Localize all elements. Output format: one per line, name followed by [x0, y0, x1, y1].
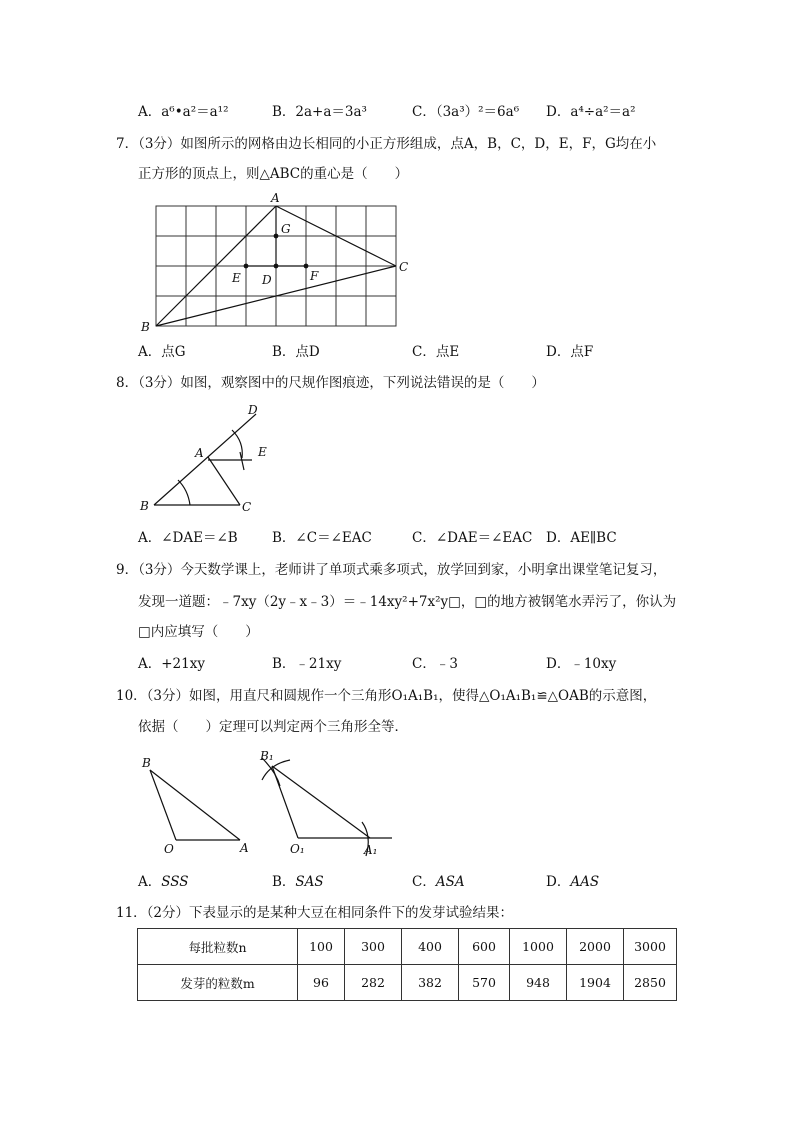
q8-option-b: B．∠C＝∠EAC: [272, 530, 372, 546]
q8-label-b: B: [140, 499, 149, 513]
q10-option-a: A．SSS: [138, 874, 189, 890]
q6-option-b: B．2a+a＝3a³: [272, 104, 367, 120]
q10-label-a: A: [240, 841, 249, 855]
table-cell: 100: [298, 929, 345, 965]
q7-stem-line2: 正方形的顶点上，则△ABC的重心是（ ）: [138, 166, 409, 182]
table-cell: 400: [402, 929, 459, 965]
q8-label-e: E: [258, 445, 267, 459]
table-cell: 96: [298, 965, 345, 1001]
q7-option-a: A．点G: [138, 344, 186, 360]
q8-label-d: D: [248, 403, 258, 417]
table-cell: 3000: [624, 929, 677, 965]
table-cell: 1904: [567, 965, 624, 1001]
q7-stem-line1: 7．（3分）如图所示的网格由边长相同的小正方形组成，点A，B，C，D，E，F，G均在小: [116, 136, 657, 152]
q10-stem-line1: 10．（3分）如图，用直尺和圆规作一个三角形O₁A₁B₁，使得△O₁A₁B₁≌△OAB的示意图，: [116, 688, 657, 704]
q10-option-d: D．AAS: [546, 874, 600, 890]
q10-option-b: B．SAS: [272, 874, 324, 890]
q10-option-c: C．ASA: [412, 874, 465, 890]
q9-option-c: C．﹣3: [412, 656, 458, 672]
q7-label-d: D: [262, 273, 272, 287]
q7-label-f: F: [310, 269, 319, 283]
q6-option-d: D．a⁴÷a²＝a²: [546, 104, 636, 120]
table-cell: 948: [510, 965, 567, 1001]
table-cell: 282: [345, 965, 402, 1001]
q9-option-a: A．+21xy: [138, 656, 205, 672]
q10-label-o: O: [164, 842, 174, 856]
q10-label-o1: O₁: [290, 842, 305, 856]
table-row: [138, 929, 677, 965]
table-cell: 2000: [567, 929, 624, 965]
q8-option-a: A．∠DAE＝∠B: [138, 530, 238, 546]
q7-label-e: E: [232, 271, 241, 285]
q8-label-c: C: [242, 500, 252, 514]
q10-label-a1: A₁: [364, 843, 378, 857]
q7-option-d: D．点F: [546, 344, 594, 360]
q7-label-a: A: [271, 191, 280, 205]
q9-stem-line1: 9．（3分）今天数学课上，老师讲了单项式乘多项式，放学回到家，小明拿出课堂笔记复习，: [116, 562, 667, 578]
q9-option-b: B．﹣21xy: [272, 656, 342, 672]
q10-stem-line2: 依据（ ）定理可以判定两个三角形全等．: [138, 719, 408, 735]
q7-label-b: B: [141, 320, 150, 334]
q11-data-table: [137, 928, 677, 1001]
q7-label-g: G: [281, 222, 291, 236]
q9-option-d: D．﹣10xy: [546, 656, 617, 672]
q6-option-c: C．（3a³）²＝6a⁶: [412, 104, 520, 120]
table-cell: 300: [345, 929, 402, 965]
q8-option-c: C．∠DAE＝∠EAC: [412, 530, 533, 546]
table-row: [138, 965, 677, 1001]
table-cell: 1000: [510, 929, 567, 965]
q9-stem-line2: 发现一道题：﹣7xy（2y﹣x﹣3）＝﹣14xy²+7x²y□，□的地方被钢笔水弄污了，你认为: [138, 594, 677, 610]
q8-option-d: D．AE∥BC: [546, 530, 617, 546]
table-header-cell: 发芽的粒数m: [138, 965, 298, 1001]
q10-label-b1: B₁: [260, 749, 274, 763]
q7-option-b: B．点D: [272, 344, 320, 360]
table-cell: 2850: [624, 965, 677, 1001]
table-header-cell: 每批粒数n: [138, 929, 298, 965]
q6-option-a: A．a⁶•a²＝a¹²: [138, 104, 229, 120]
table-cell: 600: [459, 929, 510, 965]
q7-option-c: C．点E: [412, 344, 460, 360]
q7-label-c: C: [399, 260, 409, 274]
q8-stem: 8．（3分）如图，观察图中的尺规作图痕迹，下列说法错误的是（ ）: [116, 375, 545, 391]
table-cell: 570: [459, 965, 510, 1001]
table-cell: 382: [402, 965, 459, 1001]
q9-stem-line3: □内应填写（ ）: [138, 624, 259, 640]
q8-label-a: A: [195, 446, 204, 460]
q11-stem: 11．（2分）下表显示的是某种大豆在相同条件下的发芽试验结果：: [116, 905, 514, 921]
q10-label-b: B: [142, 756, 151, 770]
